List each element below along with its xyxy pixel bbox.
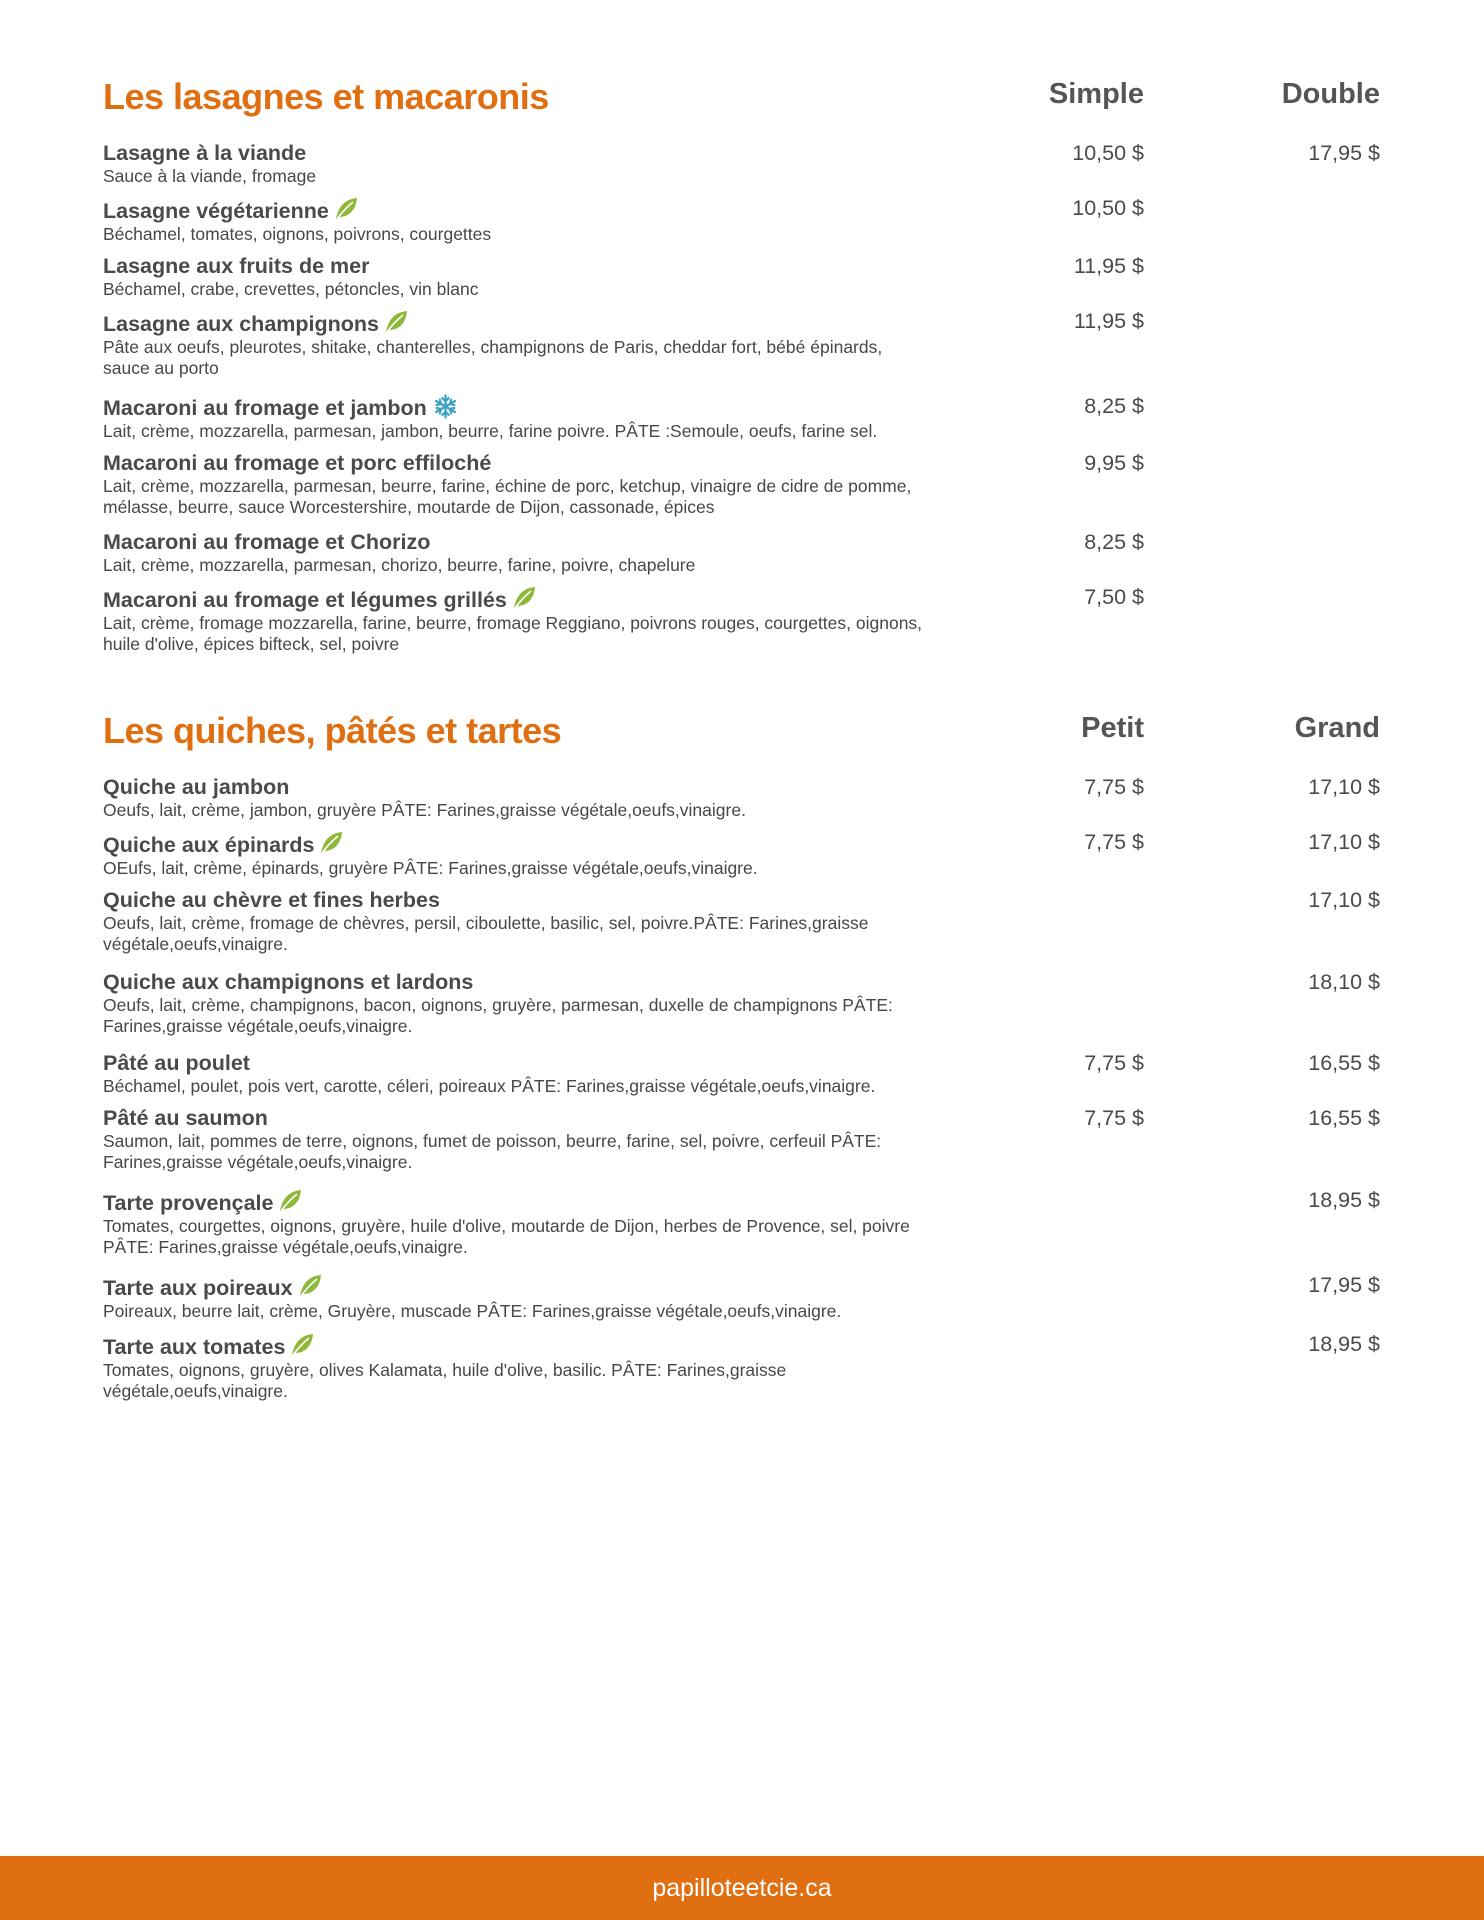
item-description: Lait, crème, mozzarella, parmesan, jambon, beurre, farine poivre. PÂTE :Semoule, oeufs, farine sel.	[103, 421, 878, 441]
price-small: 7,75 $	[1084, 830, 1144, 854]
item-name-text: Quiche au chèvre et fines herbes	[103, 888, 440, 912]
item-name-text: Quiche au jambon	[103, 775, 290, 799]
item-name	[103, 1106, 923, 1131]
item-name	[103, 888, 923, 913]
column-header-simple: Simple	[1048, 78, 1144, 110]
leaf-icon	[297, 1273, 323, 1299]
section-lasagnes	[103, 76, 1383, 655]
item-description: Oeufs, lait, crème, fromage de chèvres, persil, ciboulette, basilic, sel, poivre.PÂTE: Farines,graisse végétale,oeufs,vinaigre.	[103, 913, 869, 954]
item-name	[103, 309, 923, 337]
item-name	[103, 141, 923, 166]
price-small: 7,50 $	[1084, 585, 1144, 609]
price-large: 16,55 $	[1308, 1106, 1380, 1130]
price-small: 10,50 $	[1072, 141, 1144, 165]
section-header	[103, 76, 1383, 132]
item-description: Poireaux, beurre lait, crème, Gruyère, muscade PÂTE: Farines,graisse végétale,oeufs,vinaigre.	[103, 1301, 842, 1321]
menu-list	[103, 775, 1383, 1402]
item-description: Lait, crème, mozzarella, parmesan, beurre, farine, échine de porc, ketchup, vinaigre de cidre de pomme, mélasse, beurre, sauce Worcestershire, moutarde de Dijon, cassonade, épices	[103, 476, 912, 517]
item-description: Béchamel, poulet, pois vert, carotte, céleri, poireaux PÂTE: Farines,graisse végétale,oeufs,vinaigre.	[103, 1076, 876, 1096]
price-large: 18,10 $	[1308, 970, 1380, 994]
item-name	[103, 1273, 923, 1301]
leaf-icon	[333, 196, 359, 222]
item-name	[103, 530, 923, 555]
price-small: 7,75 $	[1084, 775, 1144, 799]
column-header-grand: Grand	[1294, 712, 1380, 744]
price-small: 9,95 $	[1084, 451, 1144, 475]
section-quiches	[103, 710, 1383, 1402]
item-name	[103, 394, 923, 421]
item-description: Lait, crème, fromage mozzarella, farine, beurre, fromage Reggiano, poivrons rouges, courgettes, oignons, huile d'olive, épices bifteck, sel, poivre	[103, 613, 923, 654]
section-title: Les quiches, pâtés et tartes	[103, 710, 562, 751]
menu-item	[103, 1051, 1383, 1097]
footer-bar	[0, 1856, 1484, 1920]
price-small: 7,75 $	[1084, 1106, 1144, 1130]
menu-item	[103, 141, 1383, 187]
item-description: Tomates, courgettes, oignons, gruyère, huile d'olive, moutarde de Dijon, herbes de Provence, sel, poivre PÂTE: Farines,graisse végétale,oeufs,vinaigre.	[103, 1216, 910, 1257]
column-header-double: Double	[1281, 78, 1380, 110]
column-header-petit: Petit	[1081, 712, 1144, 744]
item-name	[103, 451, 923, 476]
item-name	[103, 970, 923, 995]
item-name	[103, 1188, 923, 1216]
item-name	[103, 775, 923, 800]
item-name	[103, 196, 923, 224]
menu-list	[103, 141, 1383, 655]
item-description: OEufs, lait, crème, épinards, gruyère PÂTE: Farines,graisse végétale,oeufs,vinaigre.	[103, 858, 758, 878]
item-description: Sauce à la viande, fromage	[103, 166, 317, 186]
leaf-icon	[318, 830, 344, 856]
price-large: 18,95 $	[1308, 1188, 1380, 1212]
item-name-text: Macaroni au fromage et jambon	[103, 396, 427, 420]
price-small: 11,95 $	[1073, 254, 1144, 278]
item-description: Lait, crème, mozzarella, parmesan, chorizo, beurre, farine, poivre, chapelure	[103, 555, 696, 575]
menu-item	[103, 451, 1383, 518]
menu-item	[103, 775, 1383, 821]
menu-item	[103, 394, 1383, 442]
section-header	[103, 710, 1383, 766]
menu-item	[103, 254, 1383, 300]
menu-item	[103, 585, 1383, 655]
price-large: 18,95 $	[1308, 1332, 1380, 1356]
item-name-text: Pâté au poulet	[103, 1051, 250, 1075]
menu-item	[103, 830, 1383, 879]
item-description: Oeufs, lait, crème, jambon, gruyère PÂTE: Farines,graisse végétale,oeufs,vinaigre.	[103, 800, 746, 820]
menu-item	[103, 530, 1383, 576]
menu-item	[103, 1332, 1383, 1402]
price-large: 17,95 $	[1308, 1273, 1380, 1297]
item-description: Oeufs, lait, crème, champignons, bacon, oignons, gruyère, parmesan, duxelle de champignons PÂTE: Farines,graisse végétale,oeufs,vinaigre.	[103, 995, 893, 1036]
snowflake-icon	[433, 394, 458, 419]
item-name-text: Quiche aux champignons et lardons	[103, 970, 474, 994]
item-name-text: Tarte aux tomates	[103, 1335, 286, 1359]
item-name-text: Lasagne végétarienne	[103, 199, 329, 223]
item-name-text: Macaroni au fromage et porc effiloché	[103, 451, 492, 475]
item-name-text: Lasagne à la viande	[103, 141, 307, 165]
item-name-text: Tarte aux poireaux	[103, 1276, 293, 1300]
item-name-text: Tarte provençale	[103, 1191, 274, 1215]
menu-item	[103, 309, 1383, 379]
item-name	[103, 585, 923, 613]
section-title: Les lasagnes et macaronis	[103, 76, 549, 117]
item-name-text: Pâté au saumon	[103, 1106, 268, 1130]
item-name-text: Macaroni au fromage et Chorizo	[103, 530, 431, 554]
menu-item	[103, 970, 1383, 1037]
item-name	[103, 254, 923, 279]
item-description: Tomates, oignons, gruyère, olives Kalamata, huile d'olive, basilic. PÂTE: Farines,graisse végétale,oeufs,vinaigre.	[103, 1360, 787, 1401]
item-description: Béchamel, tomates, oignons, poivrons, courgettes	[103, 224, 492, 244]
price-small: 8,25 $	[1084, 394, 1144, 418]
item-name-text: Quiche aux épinards	[103, 833, 315, 857]
menu-item	[103, 1106, 1383, 1173]
item-description: Saumon, lait, pommes de terre, oignons, fumet de poisson, beurre, farine, sel, poivre, cerfeuil PÂTE: Farines,graisse végétale,oeufs,vinaigre.	[103, 1131, 882, 1172]
price-large: 17,10 $	[1308, 830, 1380, 854]
item-name-text: Lasagne aux champignons	[103, 312, 379, 336]
menu-item	[103, 1273, 1383, 1322]
item-name	[103, 830, 923, 858]
item-name-text: Lasagne aux fruits de mer	[103, 254, 370, 278]
item-description: Béchamel, crabe, crevettes, pétoncles, vin blanc	[103, 279, 479, 299]
menu-item	[103, 888, 1383, 955]
price-small: 11,95 $	[1073, 309, 1144, 333]
price-large: 17,10 $	[1308, 775, 1380, 799]
item-name	[103, 1332, 923, 1360]
item-name	[103, 1051, 923, 1076]
leaf-icon	[289, 1332, 315, 1358]
leaf-icon	[511, 585, 537, 611]
leaf-icon	[277, 1188, 303, 1214]
item-name-text: Macaroni au fromage et légumes grillés	[103, 588, 507, 612]
price-small: 7,75 $	[1084, 1051, 1144, 1075]
price-small: 8,25 $	[1084, 530, 1144, 554]
item-description: Pâte aux oeufs, pleurotes, shitake, chanterelles, champignons de Paris, cheddar fort, bébé épinards, sauce au porto	[103, 337, 883, 378]
menu-item	[103, 196, 1383, 245]
price-large: 16,55 $	[1308, 1051, 1380, 1075]
leaf-icon	[383, 309, 409, 335]
website-link[interactable]: papilloteetcie.ca	[652, 1874, 832, 1902]
price-large: 17,10 $	[1308, 888, 1380, 912]
price-small: 10,50 $	[1072, 196, 1144, 220]
price-large: 17,95 $	[1308, 141, 1380, 165]
menu-item	[103, 1188, 1383, 1258]
